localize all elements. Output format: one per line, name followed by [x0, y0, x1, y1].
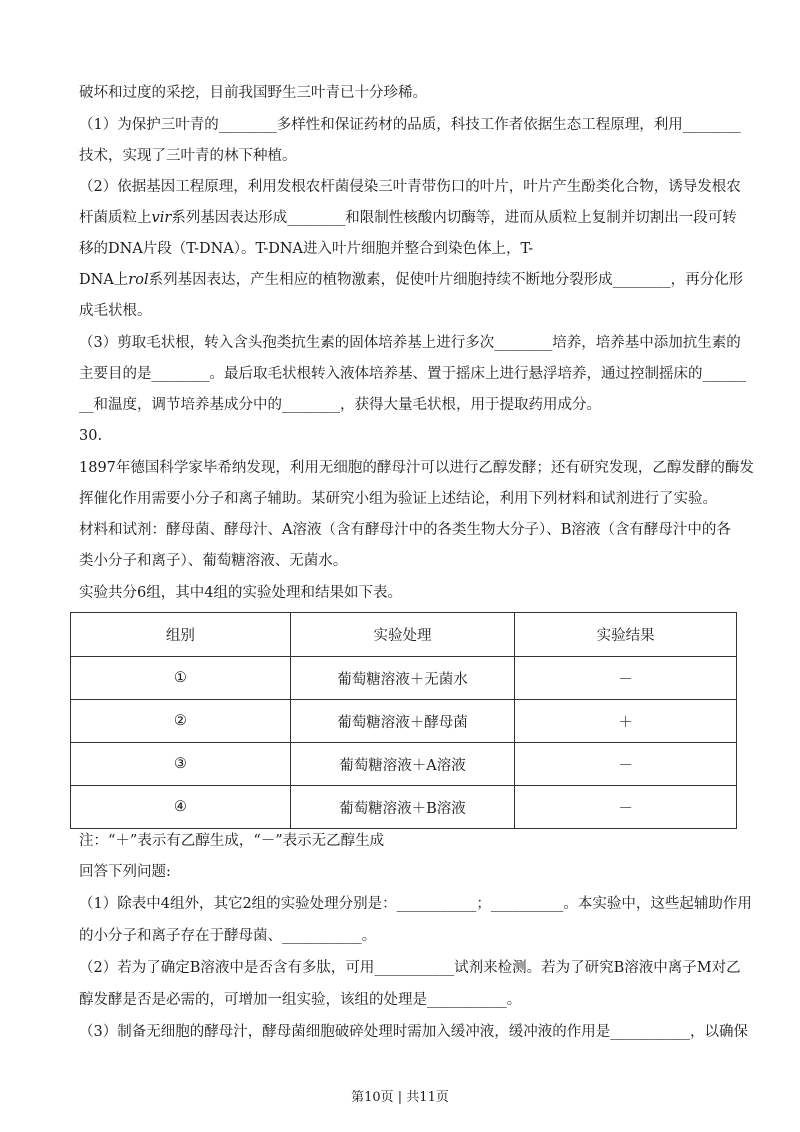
- page-footer: 第10页 | 共11页: [351, 1090, 449, 1105]
- table-cell: 葡萄糖溶液＋无菌水: [290, 657, 515, 700]
- text-line: 的小分子和离子存在于酵母菌、___________。: [79, 928, 377, 944]
- text-line: （2）若为了确定B溶液中是否含有多肽，可用___________试剂来检测。若为了研究B溶液中离子M对乙: [79, 960, 741, 976]
- table-cell: 葡萄糖溶液＋酵母菌: [290, 700, 515, 743]
- table-cell: ②: [71, 700, 291, 743]
- text-line: 1897年德国科学家毕希纳发现，利用无细胞的酵母汁可以进行乙醇发酵；还有研究发现，乙醇发酵的酶发: [79, 460, 754, 476]
- table-cell: ④: [71, 786, 291, 829]
- column-header: 实验结果: [515, 613, 737, 657]
- text-line: 成毛状根。: [79, 303, 152, 319]
- table-cell: 葡萄糖溶液＋A溶液: [290, 743, 515, 786]
- text-line: （3）剪取毛状根，转入含头孢类抗生素的固体培养基上进行多次________培养，培养基中添加抗生素的: [79, 335, 741, 351]
- question-number: 30.: [79, 428, 103, 444]
- experiment-table: [70, 612, 737, 829]
- table-cell: 葡萄糖溶液＋B溶液: [290, 786, 515, 829]
- text-line: 实验共分6组，其中4组的实验处理和结果如下表。: [79, 585, 402, 601]
- table-header-row: [71, 613, 737, 657]
- column-header: 实验处理: [290, 613, 515, 657]
- table-row: [71, 657, 737, 700]
- text-segment: 杆菌质粒上: [79, 210, 152, 226]
- table-row: [71, 700, 737, 743]
- gene-name-rol: rol: [128, 272, 149, 288]
- text-segment: DNA上: [79, 272, 129, 288]
- text-line: [79, 208, 737, 228]
- text-line: 挥催化作用需要小分子和离子辅助。某研究小组为验证上述结论，利用下列材料和试剂进行了实验。: [79, 491, 717, 507]
- text-line: （2）依据基因工程原理，利用发根农杆菌侵染三叶青带伤口的叶片，叶片产生酚类化合物，诱导发根农: [79, 179, 741, 195]
- text-line: __和温度，调节培养基成分中的________，获得大量毛状根，用于提取药用成分。: [79, 397, 601, 413]
- table-cell: －: [515, 657, 737, 700]
- table-row: [71, 786, 737, 829]
- text-line: 移的DNA片段（T-DNA）。T-DNA进入叶片细胞并整合到染色体上，T-: [79, 241, 534, 257]
- text-segment: 系列基因表达形成________和限制性核酸内切酶等，进而从质粒上复制并切割出一段可转: [171, 210, 737, 226]
- table-cell: ＋: [515, 700, 737, 743]
- text-segment: 系列基因表达，产生相应的植物激素，促使叶片细胞持续不断地分裂形成________，再分化形: [148, 272, 744, 288]
- table-cell: ③: [71, 743, 291, 786]
- text-line: 材料和试剂：酵母菌、酵母汁、A溶液（含有酵母汁中的各类生物大分子）、B溶液（含有酵母汁中的各: [79, 522, 731, 538]
- text-line: 主要目的是________。最后取毛状根转入液体培养基、置于摇床上进行悬浮培养，通过控制摇床的______: [79, 366, 746, 382]
- table-row: [71, 743, 737, 786]
- text-line: 回答下列问题:: [79, 864, 171, 880]
- text-line: 破坏和过度的采挖，目前我国野生三叶青已十分珍稀。: [79, 85, 427, 101]
- table-cell: －: [515, 743, 737, 786]
- column-header: 组别: [71, 613, 291, 657]
- gene-name-vir: vir: [151, 210, 172, 226]
- table-cell: ①: [71, 657, 291, 700]
- text-line: 类小分子和离子）、葡萄糖溶液、无菌水。: [79, 553, 348, 569]
- table-note: 注：“＋”表示有乙醇生成，“－”表示无乙醇生成: [79, 833, 385, 849]
- text-line: （1）除表中4组外，其它2组的实验处理分别是：___________；__________。本实验中，这些起辅助作用: [79, 896, 752, 912]
- text-line: [79, 270, 744, 290]
- text-line: 技术，实现了三叶青的林下种植。: [79, 148, 297, 164]
- text-line: （3）制备无细胞的酵母汁，酵母菌细胞破碎处理时需加入缓冲液，缓冲液的作用是___________，以确保: [79, 1024, 748, 1040]
- table-cell: －: [515, 786, 737, 829]
- text-line: 醇发酵是否是必需的，可增加一组实验，该组的处理是___________。: [79, 992, 522, 1008]
- text-line: （1）为保护三叶青的________多样性和保证药材的品质，科技工作者依据生态工程原理，利用________: [79, 117, 741, 133]
